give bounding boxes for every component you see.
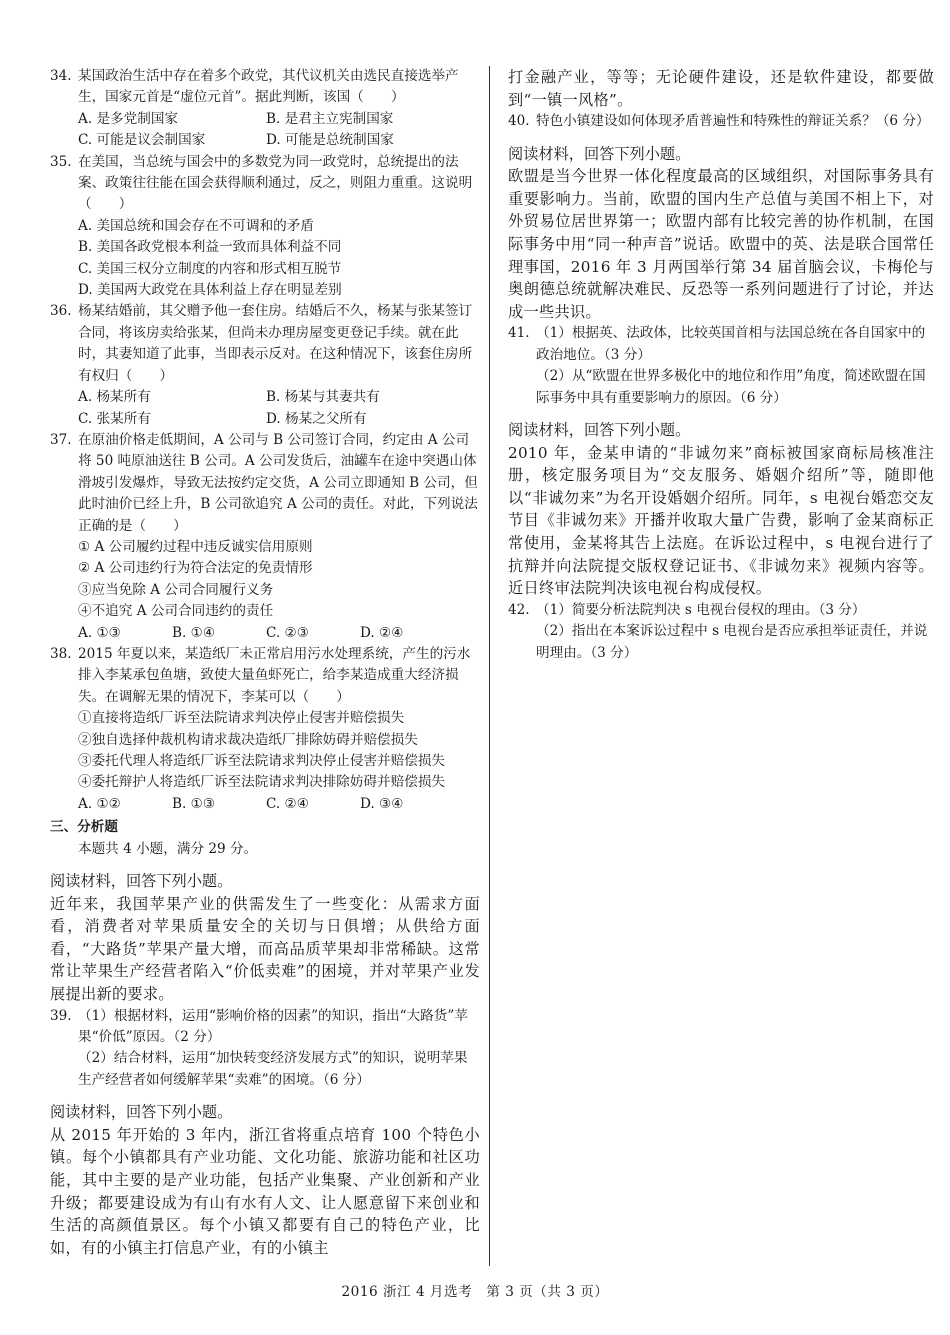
option-d: D. ③④ (360, 795, 404, 812)
option-a: A. ①③ (78, 624, 121, 641)
statement-4: ④不追究 A 公司合同违约的责任 (78, 603, 274, 620)
option-d: D. 可能是总统制国家 (266, 132, 394, 149)
question-stem: 特色小镇建设如何体现矛盾普遍性和特殊性的辩证关系？（6 分） (536, 113, 930, 130)
option-d: D. ②④ (360, 624, 404, 641)
question-number: 42. (508, 601, 530, 618)
statement-3: ③应当免除 A 公司合同履行义务 (78, 581, 274, 598)
question-number: 41. (508, 325, 530, 342)
question-38 (50, 644, 480, 815)
sub-question-2: （2）指出在本案诉讼过程中 s 电视台是否应承担举证责任，并说明理由。（3 分） (536, 623, 928, 661)
section-title: 三、分析题 (50, 819, 118, 836)
left-column (50, 66, 480, 1259)
statement-2: ② A 公司违约行为符合法定的免责情形 (78, 560, 313, 577)
material-41: 欧盟是当今世界一体化程度最高的区域组织，对国际事务具有重要影响力。当前，欧盟的国内生产总值与美国不相上下，对外贸易位居世界第一；欧盟内部有比较完善的协作机制，在国际事务中用“同一种声音”说话。欧盟中的英、法是联合国常任理事国，2016 年 3 月两国举行第 34 届首脑会议，卡梅伦与奥朗德总统就解决难民、反恐等一系列问题进行了讨论，并达成一些共识。 (508, 167, 934, 321)
question-stem: 在原油价格走低期间，A 公司与 B 公司签订合同，约定由 A 公司将 50 吨原油送往 B 公司。A 公司发货后，油罐车在途中突遇山体滑坡引发爆炸，导致无法按约定交货，A 公司立即通知 B 公司，但此时油价已经上升，B 公司欲追究 A 公司的责任。对此，下列说法正确的是（ ） (78, 431, 478, 534)
question-number: 39. (50, 1007, 72, 1024)
option-b: B. 是君主立宪制国家 (266, 110, 394, 127)
question-number: 34. (50, 68, 72, 84)
option-a: A. 杨某所有 (78, 389, 151, 406)
question-34 (50, 66, 480, 152)
option-c: C. 张某所有 (78, 410, 151, 427)
column-divider (489, 66, 490, 1266)
option-a: A. ①② (78, 795, 121, 812)
question-35 (50, 152, 480, 302)
question-36 (50, 301, 480, 429)
option-b: B. ①④ (172, 624, 216, 641)
question-number: 38. (50, 645, 72, 662)
section-note: 本题共 4 小题，满分 29 分。 (78, 840, 258, 857)
material-heading: 阅读材料，回答下列小题。 (508, 144, 691, 163)
sub-question-2: （2）从“欧盟在世界多极化中的地位和作用”角度，简述欧盟在国际事务中具有重要影响力的原因。（6 分） (536, 368, 926, 406)
question-stem: 在美国，当总统与国会中的多数党为同一政党时，总统提出的法案、政策往往能在国会获得顺利通过，反之，则阻力重重。这说明（ ） (78, 153, 473, 213)
option-c: C. 美国三权分立制度的内容和形式相互脱节 (78, 260, 342, 277)
sub-question-2: （2）结合材料，运用“加快转变经济发展方式”的知识，说明苹果生产经营者如何缓解苹果“卖难”的困境。（6 分） (78, 1050, 468, 1088)
option-a: A. 美国总统和国会存在不可调和的矛盾 (78, 217, 314, 234)
material-40-continued: 打金融产业，等等；无论硬件建设，还是软件建设，都要做到“一镇一风格”。 (508, 68, 934, 109)
option-b: B. 杨某与其妻共有 (266, 389, 380, 406)
statement-1: ① A 公司履约过程中违反诚实信用原则 (78, 538, 313, 555)
statement-4: ④委托辩护人将造纸厂诉至法院请求判决排除妨碍并赔偿损失 (78, 774, 446, 791)
option-d: D. 美国两大政党在具体利益上存在明显差别 (78, 282, 342, 299)
question-42 (508, 600, 934, 664)
option-b: B. 美国各政党根本利益一致而具体利益不同 (78, 239, 342, 256)
statement-3: ③委托代理人将造纸厂诉至法院请求判决停止侵害并赔偿损失 (78, 753, 446, 769)
sub-question-1: （1）根据材料，运用“影响价格的因素”的知识，指出“大路货”苹果“价低”原因。（2 分） (78, 1007, 468, 1045)
question-37 (50, 430, 480, 644)
question-40 (508, 111, 934, 132)
option-c: C. 可能是议会制国家 (78, 132, 206, 149)
material-40: 从 2015 年开始的 3 年内，浙江省将重点培育 100 个特色小镇。每个小镇都具有产业功能、文化功能、旅游功能和社区功能，其中主要的是产业功能，包括产业集聚、产业创新和产业升级；都要建设成为有山有水有人文、让人愿意留下来创业和生活的高颜值景区。每个小镇又都要有自己的特色产业，比如，有的小镇主打信息产业，有的小镇主 (50, 1125, 480, 1257)
material-42: 2010 年，金某申请的“非诚勿来”商标被国家商标局核准注册，核定服务项目为“交友服务、婚姻介绍所”等，随即他以“非诚勿来”为名开设婚姻介绍所。同年，s 电视台婚恋交友节目《非诚勿来》开播并收取大量广告费，影响了金某商标正常使用，金某将其告上法庭。在诉讼过程中，s 电视台进行了抗辩并向法院提交版权登记证书、《非诚勿来》视频内容等。近日终审法院判决该电视台构成侵权。 (508, 443, 934, 598)
statement-1: ①直接将造纸厂诉至法院请求判决停止侵害并赔偿损失 (78, 710, 405, 727)
option-d: D. 杨某之父所有 (266, 410, 367, 427)
question-stem: 某国政治生活中存在着多个政党，其代议机关由选民直接选举产生，国家元首是“虚位元首”。据此判断，该国（ ） (78, 68, 459, 106)
sub-question-1: （1）根据英、法政体，比较英国首相与法国总统在各自国家中的政治地位。（3 分） (536, 325, 926, 363)
material-39: 近年来，我国苹果产业的供需发生了一些变化：从需求方面看，消费者对苹果质量安全的关切与日俱增；从供给方面看，“大路货”苹果产量大增，而高品质苹果却非常稀缺。这常常让苹果生产经营者陷入“价低卖难”的困境，并对苹果产业发展提出新的要求。 (50, 894, 480, 1003)
question-number: 40. (508, 113, 530, 130)
page-footer: 2016 浙江 4 月选考 第 3 页（共 3 页） (341, 1284, 609, 1300)
option-a: A. 是多党制国家 (78, 110, 179, 127)
question-number: 37. (50, 431, 72, 448)
right-column (508, 66, 934, 664)
option-c: C. ②③ (266, 624, 309, 641)
material-heading: 阅读材料，回答下列小题。 (50, 1103, 233, 1122)
question-stem: 2015 年夏以来，某造纸厂未正常启用污水处理系统，产生的污水排入李某承包鱼塘，致使大量鱼虾死亡，给李某造成重大经济损失。在调解无果的情况下，李某可以（ ） (78, 645, 471, 705)
option-b: B. ①③ (172, 795, 216, 812)
sub-question-1: （1）简要分析法院判决 s 电视台侵权的理由。（3 分） (536, 601, 866, 618)
question-39 (50, 1006, 480, 1092)
material-heading: 阅读材料，回答下列小题。 (50, 872, 233, 891)
material-heading: 阅读材料，回答下列小题。 (508, 420, 691, 439)
statement-2: ②独自选择仲裁机构请求裁决造纸厂排除妨碍并赔偿损失 (78, 731, 418, 748)
question-number: 36. (50, 303, 72, 320)
question-41 (508, 323, 934, 409)
question-stem: 杨某结婚前，其父赠予他一套住房。结婚后不久，杨某与张某签订合同，将该房卖给张某，但尚未办理房屋变更登记手续。就在此时，其妻知道了此事，当即表示反对。在这种情况下，该套住房所有权归（ ） (78, 303, 473, 384)
question-number: 35. (50, 153, 72, 170)
option-c: C. ②④ (266, 795, 309, 812)
